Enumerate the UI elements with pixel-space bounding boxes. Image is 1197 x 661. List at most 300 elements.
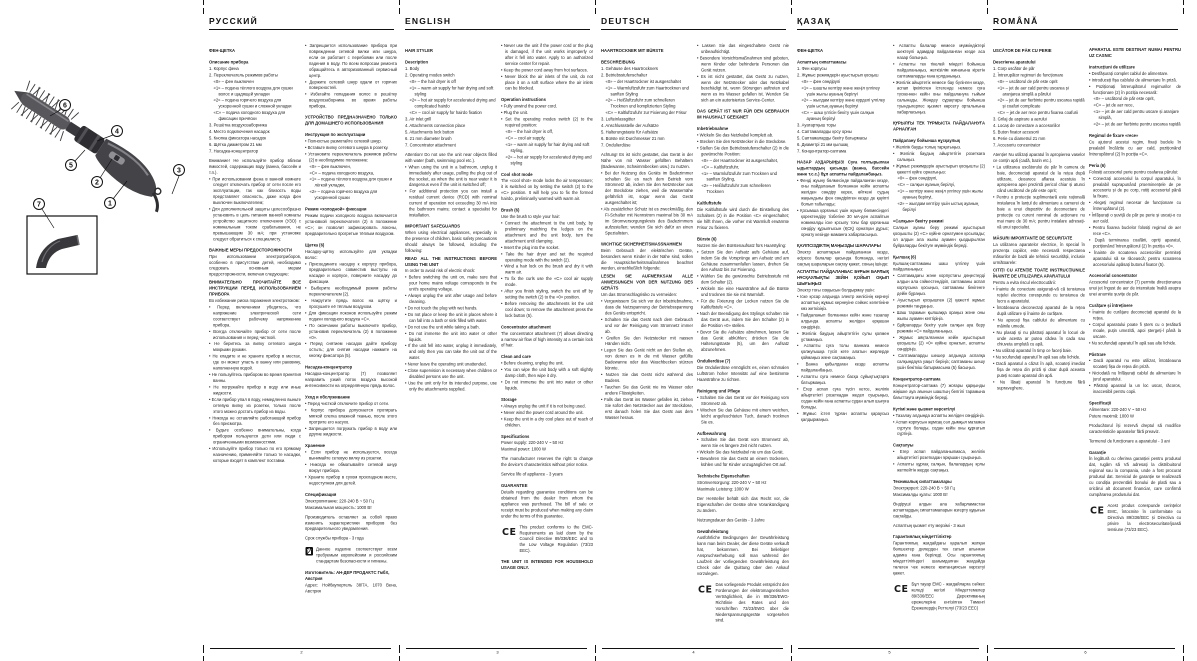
spacer: [601, 237, 693, 240]
numbered-item: 1. Corp uscător de păr: [993, 65, 1035, 71]
bullet-item: • Set the operating modes switch (2) to the required position:: [501, 117, 593, 129]
spacer: [893, 474, 985, 477]
spacer: [1089, 158, 1181, 161]
text-column-1: [209, 43, 301, 643]
numbered-item: 7. Accesoriu concentrator: [993, 142, 1041, 148]
svg-text:1: 1: [108, 200, 112, 208]
crop-mark: [399, 656, 400, 661]
paragraph: Atenție! Nu utilizați aparatul în apropierea vaselor ce conțin apă (cadă, bazin etc.).: [993, 151, 1085, 163]
paragraph: Максималды қуаты: 1000 Вт: [893, 491, 948, 497]
option-line: «0» – the hair dryer is off,: [505, 128, 553, 134]
numbered-item: 2. Întrerupător regimuri de funcționare: [993, 72, 1064, 78]
text-column-1: [405, 43, 497, 643]
bullet-item: • Wickeln Sie eine Haarsträhne auf die Bürste und trocknen Sie sie mit Warmluft.: [697, 286, 789, 298]
bullet-item: • Es ist nicht gestattet, das Gerät zu nutzen, wenn der Netzstecker oder das Netzkabel beschädigt ist, wenn Störungen auftreten und wenn es ins Wasser gefallen ist. Wenden Sie sich an ein autorisiertes Service-Center.: [697, 74, 789, 104]
heading: Насадка-концентратор: [305, 364, 353, 370]
svg-text:3: 3: [177, 167, 181, 175]
bullet-item: • Fully unwind the power cord.: [501, 104, 593, 110]
numbered-item: 6. 21 mm diameter brush: [405, 135, 452, 141]
bullet-item: • Schalten Sie das Gerät nach dem Gebrauch und vor der Reinigung vom Stromnetz immer ab.: [601, 317, 693, 335]
bullet-item: • Alegeți regimul necesar de funcționare cu întrerupătorul (2).: [1089, 200, 1181, 212]
paragraph: Внимание! Не используйте прибор вблизи ёмкостей, содержащих воду (ванна, бассейн и т.п.).: [209, 157, 301, 175]
option-line: «1» – Warmluftzufuhr zum Haartrocknen und sanften Styling: [605, 85, 689, 97]
spacer: [1089, 128, 1181, 131]
spacer: [893, 116, 985, 119]
numbered-item: 6. Bürste mit Durchmesser 21 mm: [601, 135, 665, 141]
spacer: [501, 319, 593, 322]
heading: Аспаптың сипаттамасы: [797, 59, 847, 65]
crop-mark: [399, 8, 400, 14]
paragraph: Максимальная мощность: 1000 Вт: [305, 504, 372, 510]
svg-text:5: 5: [69, 162, 73, 170]
paragraph: Service life of appliance - 3 years: [501, 471, 563, 477]
bullet-item: • Schalten Sie das Gerät vor der Reinigung vom Stromnetz ab.: [697, 395, 789, 407]
bullet-item: • Nu apucați fișa cablului de alimentare cu mâinile umede.: [993, 317, 1085, 329]
option-line: «1» – подача тёплого воздуха для сушки волос и щадящей укладки: [213, 85, 293, 97]
spacer: [893, 401, 985, 404]
section-bottom-rule: [994, 648, 1175, 649]
language-section-deutsch: [595, 0, 792, 661]
bullet-item: • Избегайте попадания волос в решётку воздухозаборника во время работы прибора.: [305, 92, 397, 110]
option-line: «C» – Kaltluftzufuhr zur Fixierung der Frisur: [605, 110, 687, 116]
spacer: [501, 555, 593, 558]
bullet-item: • Установите переключатель режимов работы (2) в необходимое положение:: [305, 151, 397, 163]
option-line: «1» – jet de aer cald pentru uscare și aranjare simplă,: [1093, 109, 1179, 121]
leader-3: [172, 176, 179, 194]
paragraph: Maximale Leistung: 1000 W: [697, 486, 749, 492]
bullet-item: • Никогда не обматывайте сетевой шнур вокруг прибора.: [305, 462, 397, 474]
text-column-2: [893, 43, 985, 643]
bullet-item: • Insert the plug into the socket.: [501, 245, 593, 251]
paragraph: Аспаптың қызмет ету мерзімі - 3 жыл: [893, 522, 966, 528]
leader-5: [75, 150, 85, 161]
heading: Bürste (6): [697, 236, 717, 242]
bullet-item: • Используйте прибор только по его прямому назначению, применяйте только те насадки, которые входят в комплект поставки.: [209, 446, 301, 464]
bullet-item: • Conectați accesoriul la corpul aparatului, în prealabil suprapunând proeminențele de pe accesoriu și de pe corp, rotiți accesoriul până la fixare.: [1089, 176, 1181, 200]
paragraph: Производитель оставляет за собой право изменять характеристики приборов без предварительного уведомления.: [305, 514, 397, 532]
bullet-item: • Жұмыс режимдерін ауыстырып қосқышты (2) қажетті күйге орнатыңыз:: [893, 163, 985, 175]
spacer: [1089, 445, 1181, 448]
bullet-item: • Аспапты тек тікелей міндеті бойынша пайдаланыңыз, жеткізілім жинағына кіретін саптамаларды ғана қолданыңыз.: [893, 61, 985, 79]
spacer: [501, 92, 593, 95]
language-section-romana: [987, 0, 1184, 661]
option-line: «1» – jet de aer cald pentru uscarea și aranjarea simplă a părului: [997, 85, 1069, 97]
heading: Instrucțiuni de utilizare: [1089, 64, 1135, 70]
ce-mark-note: [893, 581, 985, 611]
section-bottom-rule: [602, 648, 783, 649]
bullet-item: • Dacă aparatul nu este utilizat, întotdeauna scoateți fișa de rețea din priză.: [1089, 358, 1181, 370]
ce-statement: Das vorliegende Produkt entspricht den Forderungen der elektromagnetischen Verträglichkeit, die in 89/336/EWG-Richtlinie des Rates und den Vorschriften 73/23/EWG über die Niederspannungsgeräte vorgesehen sind.: [715, 581, 789, 623]
callout-6: [60, 100, 71, 111]
paragraph: Nutzen Sie den Bürstenaufsatz fürs Haarstyling:: [697, 242, 787, 248]
heading: Concentrator attachment: [501, 324, 551, 330]
crop-mark: [595, 645, 596, 653]
bullet-item: • Bewahren Sie das Gerät an einem trockenen, kühlen und für Kinder unzugänglichen Ort auf.: [697, 456, 789, 468]
bullet-item: • Wischen Sie das Gehäuse mit einem weichen, leicht angefeuchteten Tuch, danach trocknen Sie es.: [697, 407, 789, 425]
heading: Cool shot mode: [501, 171, 533, 177]
option-line: «2» – jet de aer fierbinte pentru uscarea rapidă și coafuri complicate: [997, 97, 1085, 109]
paragraph: Details regarding guarantee conditions can be obtained from the dealer from whom the appliance was purchased. The bill of sale or receipt must be produced when making any claim under the terms of this guarantee.: [501, 489, 593, 519]
crop-mark: [595, 656, 596, 661]
numbered-item: 5. Кнопка фиксатора насадок: [209, 135, 267, 141]
paragraph: In order to avoid risk of electric shock:: [405, 268, 476, 274]
bullet-item: • Для фиксации локонов используйте режим подачи холодного воздуха «С».: [305, 310, 397, 322]
bullet-item: • Nu utilizați aparatul în timp ce faceți baie.: [993, 348, 1085, 354]
eco-statement: Данное изделие соответствует всем требуемым европейским и российским стандартам безопасности и гигиены.: [316, 546, 397, 564]
bullet-item: • Вставьте вилку сетевого шнура в розетку.: [305, 145, 397, 151]
option-line: «2» – hot air supply for accelerated drying and styling: [505, 154, 592, 166]
ce-mark-note: [697, 582, 789, 624]
crop-mark: [791, 8, 792, 14]
bullet-item: • Do not immerse the unit into water or other liquids.: [405, 331, 497, 343]
numbered-item: 7. Концентратор-саптама: [797, 148, 847, 154]
text-column-2: [305, 43, 397, 643]
language-section-russian: [203, 0, 400, 661]
paragraph: Электропитание: 220-240 В ~ 50 Гц: [305, 498, 374, 504]
option-line: «1» – Warmluftzufuhr zum Trocknen und sanften Styling,: [701, 170, 777, 182]
heading: Aufbewahrung: [697, 430, 727, 436]
option-line: «C» – Kaltluftzufuhr,: [701, 164, 740, 170]
numbered-item: 3. Air inlet grill: [405, 116, 432, 122]
bullet-item: • Stellen Sie den Betriebsstufenschalter (2) in die gewünschte Position:: [697, 145, 789, 157]
spacer: [405, 219, 497, 222]
bullet-item: • Не пользуйтесь прибором во время принятия ванны.: [209, 372, 301, 384]
paragraph: Die Kaltluftstufe wird durch die Einstellung des Schalters (2) in die Position «C» eingeschaltet; sie hilft Ihnen, die vorher mit Warmluft erwärmte Frisur zu fixieren.: [697, 207, 789, 230]
option-line: «2» – hot air supply for accelerated drying and complicated hairdo: [409, 97, 496, 109]
numbered-item: 4. Саптамаларды қосу орны: [797, 129, 852, 135]
heading: Хранение: [305, 443, 325, 449]
paragraph: Use the brush to style your hair:: [501, 214, 561, 220]
spacer: [501, 429, 593, 432]
bullet-item: • Never block the air inlets of the unit, do not place it on a soft surface where the air inlets can be blocked.: [501, 74, 593, 92]
language-section-english: [399, 0, 596, 661]
spacer: [501, 520, 593, 523]
spacer: [305, 487, 397, 490]
bullet-item: • You can wipe the unit body with a soft slightly damp cloth, then wipe it dry.: [501, 367, 593, 379]
crop-mark: [1183, 645, 1184, 653]
bullet-item: • For additional protection you can install a residual current device (RCD) with nominal current of operation not exceeding 30 mA into the bathroom mains; contact a specialist for installation.: [405, 189, 497, 219]
option-line: «0» – the hair dryer is off: [409, 78, 456, 84]
option-line: «С» – салқын ауаның берілуі,: [897, 182, 956, 188]
option-line: «2» – подача горячего воздуха для ускоренной сушки и сложной укладки: [213, 97, 292, 109]
bullet-item: • Не кладите и не храните прибор в местах, где он может упасть в ванну или раковину, наполненную водой.: [209, 354, 301, 372]
paragraph: Maximal power: 1000 W: [501, 446, 546, 452]
crop-mark: [987, 645, 988, 653]
spacer: [893, 438, 985, 441]
numbered-item: 6. Диаметрі 21 мм қылшақ: [797, 141, 849, 147]
heading: Description: [405, 59, 429, 65]
paragraph: Насадка-концентратор (7) позволяет направить узкий поток воздуха высокой интенсивности на определённую прядь волос.: [305, 371, 397, 389]
bullet-item: • Nutzen Sie das Gerät nicht während des Badens.: [601, 372, 693, 384]
bullet-item: • Держите сетевой шнур вдали от горячих поверхностей.: [305, 79, 397, 91]
caps-note: CITIȚI CU ATENȚIE TOATE INSTRUCȚIUNILE ÎNAINTE DE UTILIZAREA APARATULUI: [993, 267, 1085, 279]
paragraph: Ausführliche Bedingungen der Gewährleistung kann man beim Dealer, der diese Geräte verkauft hat, bekommen. Bei beliebiger Anspruchserhebung soll man während der Laufzeit der vorliegenden Gewährleistung den Check oder die Quittung über den Ankauf vorzulegen.: [697, 535, 789, 576]
crop-mark: [1183, 8, 1184, 14]
bullet-item: • Аспапты суға немесе басқа сұйықтықтарға батырмаңыз.: [797, 374, 889, 386]
numbered-item: 1. Gehäuse des Haartrockners: [601, 65, 659, 71]
paragraph: În legătură cu oferirea garanției pentru produsul dat, rugăm să Vă adresați la distribuitorul regional sau la compania, unde a fost procurat produsul dat. Serviciul de garanție se realizează cu condiția prezentării bonului de plată sau a oricărui alt document financiar, care confirmă cumpărarea produsului dat.: [1089, 456, 1181, 497]
paragraph: Қылшақ-саптаманы шаш үлгілеу үшін пайдаланыңыз:: [893, 260, 985, 272]
section-bottom-rule: [210, 648, 391, 649]
paragraph: Accesoriul concentrator (7) permite direcționarea unui jet îngust de aer de intensitate înaltă asupra unei anumite șuvițe de păr.: [1089, 279, 1181, 297]
bullet-item: • Never leave the operating unit unattended.: [405, 362, 497, 368]
text-column-1: [797, 43, 889, 643]
bullet-item: • Greifen Sie den Netzstecker mit nassen Händen nicht.: [601, 335, 693, 347]
bullet-item: • Не беритесь за вилку сетевого шнура мокрыми руками.: [209, 341, 301, 353]
crop-mark: [987, 656, 988, 661]
bullet-item: • Introduceți fișa cablului de alimentare în priză.: [1089, 77, 1181, 83]
bullet-item: • Перед чисткой отключите прибор от сети.: [305, 401, 397, 407]
paragraph: Attention! Do not use the unit near objects filled with water (bath, swimming pool etc.).: [405, 151, 497, 163]
option-line: «1» – подача тёплого воздуха для сушки и лёгкой укладки,: [309, 176, 393, 188]
ce-mark-note: [1089, 503, 1181, 533]
paragraph: Um das Stromschlagrisiko zu vermeiden:: [601, 292, 678, 298]
spacer: [501, 349, 593, 352]
heading: Curățare și întreținere: [1089, 303, 1133, 309]
heading: Reinigung und Pflege: [697, 388, 741, 394]
bullet-item: • Legen Sie das Gerät nicht an den Stellen ab, von denen es in die mit Wasser gefüllte Badewanne oder das Waschbecken stürzen könnte.: [601, 348, 693, 372]
spacer: [893, 133, 985, 136]
spacer: [697, 426, 789, 429]
bullet-item: • Take the hair dryer and set the required operating mode with the switch (2).: [501, 251, 593, 263]
bullet-item: • Перед включением убедитесь, что напряжение электрической сети соответствует рабочему напряжению прибора.: [209, 304, 301, 328]
option-line: «C» – cool air supply,: [505, 135, 546, 141]
callout-7: [34, 199, 45, 210]
paragraph: Электрқорегі: 220-240 В ~ 50 Гц: [893, 485, 955, 491]
spacer: [209, 243, 301, 246]
option-line: «0» – der Haartrockner ist ausgeschaltet: [605, 78, 681, 84]
callout-4: [112, 126, 123, 137]
bullet-item: • Храните прибор в сухом прохладном месте, недоступном для детей.: [305, 475, 397, 487]
language-section-kazakh: [791, 0, 988, 661]
heading: Storage: [501, 396, 517, 402]
crop-mark: [1183, 656, 1184, 661]
spacer: [893, 529, 985, 532]
bullet-item: • Желілік бауды толық тарқатыңыз.: [893, 144, 985, 150]
spacer: [501, 167, 593, 170]
caps-note: LESEN SIE AUFMERKSAM ALLE ANWEISUNGEN VOR DER NUTZUNG DES GERÄTS: [601, 273, 693, 291]
option-line: «C» – jet de aer rece,: [1093, 102, 1134, 108]
option-line: «С» – подача холодного воздуха,: [309, 170, 375, 176]
bullet-item: • Желілік баудың айыртетігін сулы қолмен ұстамаңыз.: [797, 331, 889, 343]
caps-note: ВНИМАТЕЛЬНО ПРОЧИТАЙТЕ ВСЕ ИНСТРУКЦИИ ПЕРЕД ИСПОЛЬЗОВАНИЕМ ПРИБОРА: [209, 279, 301, 297]
heading: Ondulierdüse (7): [697, 358, 731, 364]
numbered-item: 2. Переключатель режимов работы: [209, 72, 278, 78]
bullet-item: • Nu scufundați aparatul în apă sau alte lichide.: [993, 355, 1085, 361]
product-figure: [0, 52, 203, 294]
bullet-item: • Păstrați aparatul la un loc uscat, răcoros, inaccesibil pentru copii.: [1089, 383, 1181, 395]
bullet-item: • Poziționați întrerupătorul regimurilor de funcționare (2) în poziția necesară:: [1089, 84, 1181, 96]
spacer: [697, 469, 789, 472]
hair-styler-illustration: [0, 52, 203, 294]
spacer: [305, 360, 397, 363]
spacer: [697, 577, 789, 580]
spacer: [893, 577, 985, 580]
heading: Уход и обслуживание: [305, 394, 351, 400]
leader-1: [113, 181, 127, 199]
paragraph: При использовании электроприборов, особенно в присутствии детей, необходимо следовать основным мерам предосторожности, включая следующие:: [209, 253, 301, 277]
spacer: [305, 542, 397, 545]
bullet-item: • Pentru o protecție suplimentară este rațională instalarea în lanțul de alimentare a camerei de baie a unui dispozitiv de deconectare de protecție cu curent nominal de acționare nu mai mare de 30 mA; pentru instalare adresați-vă unui specialist.: [993, 195, 1085, 231]
bullet-item: • Before switching the unit on, make sure that your home mains voltage corresponds to the unit's operating voltage.: [405, 275, 497, 293]
option-line: «0» – der Haartrockner ist ausgeschaltet,: [701, 157, 779, 163]
paragraph: Producătorul își rezervă dreptul să modifice caracteristicile aparatelor fără preaviz.: [1089, 422, 1181, 434]
caps-note: УСТРОЙСТВО ПРЕДНАЗНАЧЕНО ТОЛЬКО ДЛЯ ДОМАШНЕГО ИСПОЛЬЗОВАНИЯ: [305, 114, 397, 126]
spacer: [209, 54, 301, 57]
crop-mark: [791, 656, 792, 661]
bullet-item: • Keep the power cord away from hot surfaces.: [501, 67, 593, 73]
crop-mark: [203, 656, 204, 661]
crop-mark: [791, 0, 792, 5]
paragraph: Folosiți accesoriul perie pentru coafarea părului:: [1089, 169, 1179, 175]
paragraph: Cu ajutorul acestui regim, fixați buclele în prealabil încălzite cu aer cald, poziționând întrerupătorul (2) în poziția «C».: [1089, 139, 1181, 157]
paragraph: Электр аспаптарын пайдаланған кезде, әсіресе балалар қасында болғанда, негізгі сақтық шараларын сақтау қажет, соның ішінде:: [797, 249, 889, 267]
numbered-item: 1. Корпус фена: [209, 65, 239, 71]
heading: Режим «холодной» фиксации: [305, 206, 367, 212]
heading: Peria (6): [1089, 162, 1106, 168]
heading: Regimul de fixare «rece»: [1089, 133, 1139, 139]
bullet-item: • După terminarea coafării, opriți aparatul, poziționând întrerupătorul (2) în poziția «0».: [1089, 237, 1181, 249]
bullet-item: • Ауыстырып қосқышпен (2) қажетті жұмыс режимін таңдаңыз.: [893, 298, 985, 310]
page-number: 4: [692, 650, 695, 655]
numbered-item: 5. Buton fixator accesorii: [993, 129, 1039, 135]
bullet-item: • Înainte de curățare deconectați aparatul de la rețea.: [1089, 310, 1181, 322]
numbered-item: 2. Жұмыс режимдерін ауыстырып қосқыш: [797, 72, 879, 78]
crop-mark: [987, 0, 988, 5]
bullet-item: • Bei der Nutzung des Geräts im Badezimmer schalten Sie es nach dem Betrieb vom Stromnetz ab, indem Sie den Netzstecker aus der Steckdose ziehen, weil die Wassernähe gefährlich ist, sogar wenn das Gerät ausgeschaltet ist;: [601, 170, 693, 206]
bullet-item: • Корпус прибора допускается протирать мягкой слегка влажной тканью, после этого протрите его насухо.: [305, 407, 397, 425]
ce-mark-icon: CE: [1090, 504, 1105, 516]
paragraph: Концентратор-саптама (7) жоғары қарқынды жіңішке ауа ағынын шаштың белгілі тарамына бағыттауға мүмкіндік береді.: [893, 383, 985, 400]
bullet-item: • Не погружайте прибор в воду или иные жидкости.: [209, 384, 301, 396]
bullet-item: • Nu scufundați aparatul în apă sau alte lichide.: [1089, 340, 1181, 346]
svg-text:2: 2: [95, 179, 99, 187]
option-line: «C» – jet de aer rece pentru fixarea coafurii: [997, 110, 1079, 116]
heading: Щетка (6): [305, 242, 325, 248]
bullet-item: • Besondere Vorsichtsmaßnahmen sind geboten, wenn Kinder oder behinderte Personen das Gerät nutzen.: [697, 55, 789, 73]
bullet-item: • Plug the unit.: [501, 110, 593, 116]
ce-mark-icon: CE: [502, 526, 517, 538]
bullet-item: • Шаш тарамын қылшаққа ораңыз және оны жылы ауамен кептіріңіз.: [893, 310, 985, 322]
heading: Описание прибора: [209, 59, 249, 65]
paragraph: Гарантиялық жағдайдағы қаралып жатқан бөлшектер дилерден тек сатып алынған адамға ғана беріледі. Осы гарантиялық міндеттілігіндегі шағымдалған жағдайда төлеген чек немесе квитанциясын көрсетуі қажет.: [893, 540, 985, 576]
paragraph: The «cool shot» mode locks the air temperature; it is switched on by setting the switch (2) to the «C» position. It will help you to fix the formed hairdo, preliminarily warmed with warm air.: [501, 178, 593, 202]
bullet-item: • If the unit fell into water, unplug it immediately, and only then you can take the unit out of the water.: [405, 343, 497, 361]
spacer: [601, 54, 693, 57]
paragraph: Stromversorgung: 220-240 V ~ 50 Hz: [697, 480, 767, 485]
bullet-item: • Niciodată nu înfășurați cablul de alimentare în jurul aparatului.: [1089, 371, 1181, 383]
bullet-item: • Always unplug the unit if it is not being used.: [501, 403, 593, 409]
bullet-item: • Do not use the unit while taking a bath.: [405, 324, 497, 330]
option-line: «2» – жылдам кептіру және күрделі үлгілеу үшін ыстық ауаның берілуі: [801, 97, 886, 109]
bullet-item: • Қосымша қорғаныс үшін жуыну бөлмесіндегі қоректендіру тізбегіне 30 мА-ден аспайтын номиналды іске қосылу тоғы бар қорғаныш сөндіру құрылғысын (ҚСҚ) орнатқан дұрыс; орнату кезінде маманға хабарласыңыз.: [797, 208, 889, 238]
text-column-2: [697, 43, 789, 643]
spacer: [893, 372, 985, 375]
numbered-item: 3. Grilaj de aspirare a aerului: [993, 116, 1047, 122]
bullet-item: • Use the unit only for its intended purpose, use only the attachments supplied.: [405, 381, 497, 393]
crop-mark: [203, 8, 204, 14]
numbered-item: 4. Locaș de conectare a accesoriilor: [993, 123, 1061, 129]
paragraph: Die Ondulierdüse ermöglicht es, einen schmalen Luftstrom hoher Intensität auf eine bestimmte Haarsträhne zu richten.: [697, 365, 789, 383]
callout-3: [174, 165, 185, 176]
paragraph: Электр тоғы соққысын болдырмау үшін:: [797, 287, 875, 293]
bullet-item: • La utilizarea uscătorului de păr în camera de baie, deconectați aparatul de la rețea după utilizare, deoarece aflarea acestuia în apropierea apei prezintă pericol chiar și atunci când uscătorul de păr este oprit;: [993, 164, 1085, 194]
spacer: [1089, 298, 1181, 301]
heading: HAARTROCKNER MIT BÜRSTE: [601, 48, 664, 53]
bullet-item: • Connect the attachment to the unit body, by preliminary matching the ledges on the attachment and the unit body, turn the attachment until clamping.: [501, 220, 593, 244]
bullet-item: • Егер аспап суға түсіп кетсе, желілік айыртетікті розеткадан жедел суырыңыз, содан кейін ғана аспапты судан алып шығуға болады.: [797, 386, 889, 410]
bullet-item: • Schalten Sie das Gerät vom Stromnetz ab, wenn Sie es längere Zeit nicht nutzen.: [697, 437, 789, 449]
heading: Technische Eigenschaften: [697, 473, 750, 479]
section-header-russian: РУССКИЙ: [209, 16, 394, 30]
spacer: [305, 389, 397, 392]
heading: Inbetriebnahme: [697, 126, 729, 132]
bullet-item: • Înfășurați o șuviță de păr pe perie și uscați-o cu aer cald.: [1089, 213, 1181, 225]
section-header-deutsch: DEUTSCH: [601, 16, 786, 30]
paragraph: When using electrical appliances, especially in the presence of children, basic safety precautions should always be followed, including the following:: [405, 229, 497, 253]
crop-mark: [203, 645, 204, 653]
numbered-item: 4. Место подключения насадок: [209, 129, 270, 135]
option-line: «1» – кептіру және жеңіл үлгілеу үшін жылы ауаның берілуі,: [897, 188, 984, 200]
section-header-kazakh: ҚАЗАҚ: [797, 16, 982, 30]
eco-bin-icon: [306, 547, 314, 557]
bullet-item: • Запрещается использование прибора при повреждении сетевой вилки или шнура, если он работает с перебоями или после падения в воду. По всем вопросам ремонта обращайтесь в авторизованный сервисный центр.: [305, 43, 397, 79]
bullet-item: • Falls das Gerät ins Wasser gefallen ist, ziehen Sie sofort den Netzstecker aus der Steckdose, erst danach holen Sie das Gerät aus dem Wasser heraus.: [601, 397, 693, 421]
numbered-item: 3. Lufteinlassgitter: [601, 116, 635, 122]
ce-statement: Бұл тауар ЕМС - жағдайларға сәйкес келеді негізгі Міндеттемелер 89/336/EEC Дерективаның ережелеріне енгізілген Төменгі Ережелердің Реттелуі (73/23 EEC): [911, 581, 985, 611]
bullet-item: • Desfășurați complet cablul de alimentare.: [1089, 71, 1181, 77]
numbered-item: 2. Operating modes switch: [405, 72, 455, 78]
page-number: 2: [300, 650, 303, 655]
bullet-item: • Выберите необходимый режим работы переключателем (2).: [305, 286, 397, 298]
caps-note: APARATUL ESTE DESTINAT NUMAI PENTRU UZ CASNIC: [1089, 47, 1181, 58]
heading: Clean and care: [501, 354, 531, 360]
heading: Концентратор-саптама: [893, 376, 941, 382]
paragraph: Achtung! Es ist nicht gestattet, das Gerät in der Nähe von mit Wasser gefüllten Behältern (Badewanne, Schwimmbecken usw.) zu nutzen.: [601, 151, 693, 169]
option-line: «С» – подача холодного воздуха для фиксации причёски: [213, 110, 286, 122]
paragraph: La utilizarea aparatelor electrice, în special în prezența copiilor, este necesară respectarea măsurilor de bază ale tehnicii securității, inclusiv următoarele:: [993, 241, 1085, 265]
option-line: «0» – uscătorul de păr este oprit,: [1093, 96, 1155, 102]
bullet-item: • Nu plasați și nu păstrați aparatul în locuri de unde acesta ar putea cădea în cada sau chiuveta umplută cu apă.: [993, 330, 1085, 348]
spacer: [405, 54, 497, 57]
bullet-item: • Полностью размотайте сетевой шнур.: [305, 138, 397, 144]
option-line: «2» – Heißluftzufuhr zum schnelleren Trocknen: [701, 183, 771, 195]
bullet-item: • Аспапты балалар немесе мүмкіндіктері шектеулі адамдар пайдаланған кезде аса назар болыңыз.: [893, 43, 985, 61]
paragraph: Насадку-щётку используйте для укладки волос:: [305, 248, 397, 260]
caps-note: READ ALL THE INSTRUCTIONS BEFORE USING THE UNIT: [405, 255, 497, 267]
ce-statement: Acest produs corespunde cerințelor EMC, întocmite în conformitate cu Directiva 89/336/EEC și Directiva cu privire la electrosecuritate/joasă tensiune (73/23 EEC).: [1107, 502, 1181, 532]
bullet-item: • Аспапты суға толы ваннаға немесе қолжуғышқа түсіп кете алатын жерлерде қоймаңыз және сақтамаңыз.: [797, 343, 889, 361]
page-number: 6: [1084, 650, 1087, 655]
text-column-2: [1089, 43, 1181, 643]
heading: Изготовитель: АН-ДЕР ПРОДАКТС ГмбХ, Австрия: [305, 570, 390, 581]
spacer: [305, 202, 397, 205]
ce-mark-icon: CE: [698, 583, 713, 595]
paragraph: Putere maximă: 1000 W: [1089, 413, 1134, 419]
bullet-item: • Аспапты құрғақ салқын, балалардың қолы жетпейтін жерде сақтаңыз.: [893, 462, 985, 474]
text-column-2: [501, 43, 593, 643]
text-column-1: [993, 43, 1085, 643]
crop-mark: [595, 8, 596, 14]
option-line: «2» – jet de aer fierbinte pentru uscarea rapidă: [1093, 121, 1181, 127]
bullet-item: • Присоедините насадку к корпусу прибора, предварительно совместив выступы на насадке и корпусе, поверните насадку до фиксации.: [305, 261, 397, 285]
bullet-item: • Желілік айыртетік немесе бау бүлінген кезде, аспап іркіліспен істегенде немесе суға түскеннен кейін оны пайдалануға тыйым салынады. Жөндеу сұрақтары бойынша туындыгерлес қызмет көрсету орталығына хабарласыңыз.: [893, 80, 985, 116]
paragraph: Режим подачи холодного воздуха включается установкой переключателя (2) в положение «С»; он позволит зафиксировать локоны, предварительно прогретые тёплым воздухом.: [305, 213, 397, 236]
heading: Пайдалану бойынша нұсқаулық: [893, 137, 960, 143]
bullet-item: • Wickeln Sie das Netzkabel nie um das Gerät.: [697, 450, 789, 456]
bullet-item: • Lassen Sie das eingeschaltete Gerät nie unbeaufsichtigt.: [697, 43, 789, 55]
spacer: [697, 104, 789, 107]
